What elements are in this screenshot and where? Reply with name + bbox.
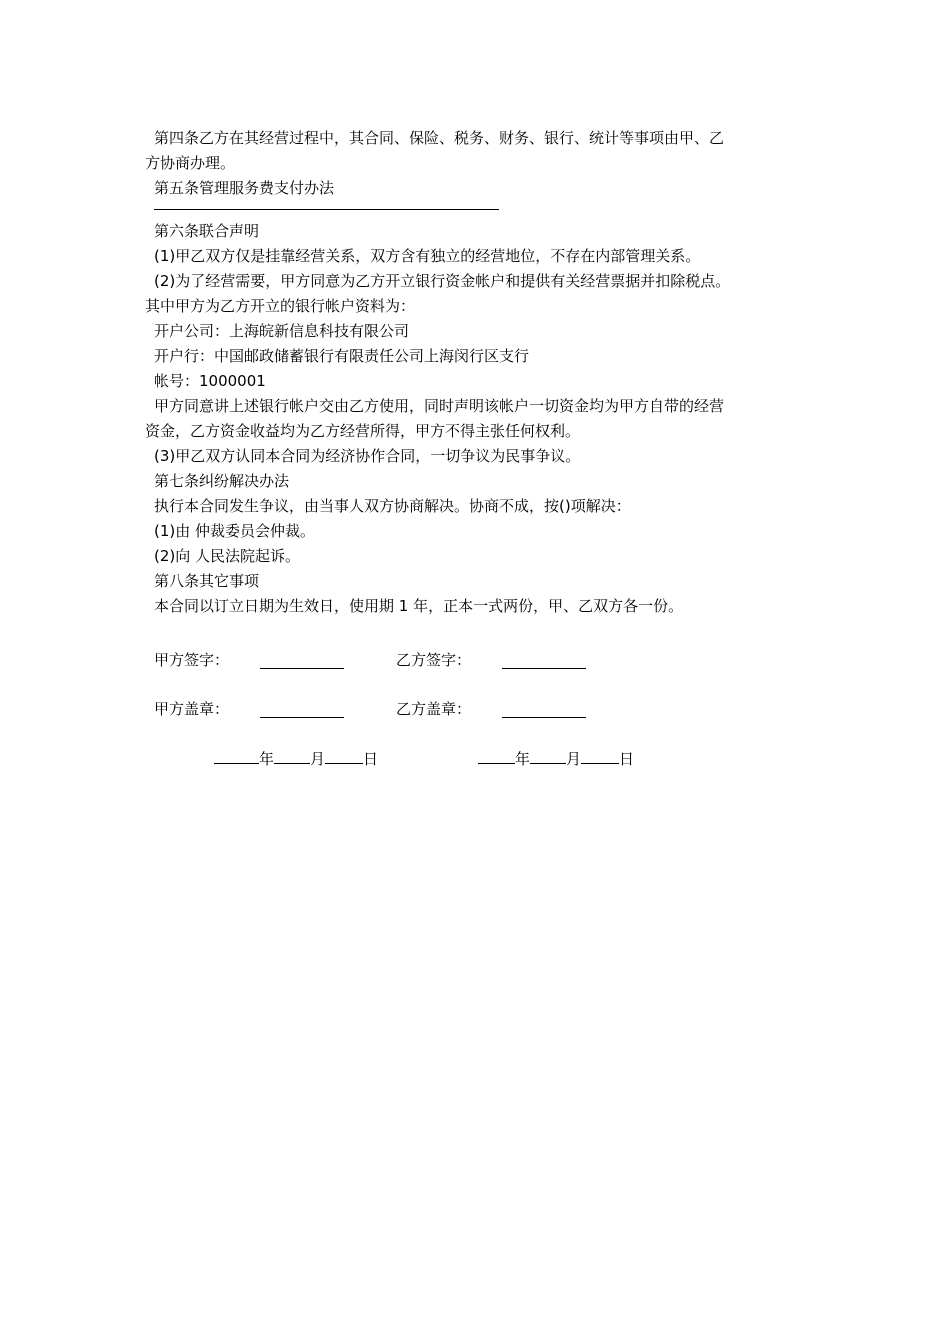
account-bank: 开户行：中国邮政储蓄银行有限责任公司上海闵行区支行 bbox=[154, 347, 530, 365]
account-company: 开户公司：上海皖新信息科技有限公司 bbox=[154, 322, 410, 340]
article4-line2: 方协商办理。 bbox=[145, 154, 236, 172]
year-label: 年 bbox=[515, 750, 531, 768]
year-blank bbox=[214, 747, 259, 764]
party-b-seal-label: 乙方盖章： bbox=[396, 700, 472, 718]
article4-line1: 第四条乙方在其经营过程中，其合同、保险、税务、财务、银行、统计等事项由甲、乙 bbox=[154, 129, 725, 147]
day-blank bbox=[325, 747, 363, 764]
article6-title: 第六条联合声明 bbox=[154, 222, 260, 240]
statement-line1: 甲方同意讲上述银行帐户交由乙方使用，同时声明该帐户一切资金均为甲方自带的经营 bbox=[154, 397, 725, 415]
day-label: 日 bbox=[619, 750, 635, 768]
year-label: 年 bbox=[259, 750, 275, 768]
article8-text: 本合同以订立日期为生效日，使用期 1 年，正本一式两份，甲、乙双方各一份。 bbox=[154, 597, 684, 615]
article7-option1: (1)由 仲裁委员会仲裁。 bbox=[154, 522, 316, 540]
contract-body bbox=[145, 126, 810, 619]
party-a-date bbox=[214, 747, 378, 770]
party-b-sign-label: 乙方签字： bbox=[396, 651, 472, 669]
article5-title: 第五条管理服务费支付办法 bbox=[154, 179, 335, 197]
article6-item2-line1: (2)为了经营需要，甲方同意为乙方开立银行资金帐户和提供有关经营票据并扣除税点。 bbox=[154, 272, 731, 290]
party-a-sign-blank bbox=[260, 668, 344, 669]
day-blank bbox=[581, 747, 619, 764]
month-blank bbox=[530, 747, 566, 764]
party-b-date bbox=[478, 747, 634, 770]
article7-option2: (2)向 人民法院起诉。 bbox=[154, 547, 301, 565]
article6-item1: (1)甲乙双方仅是挂靠经营关系，双方含有独立的经营地位，不存在内部管理关系。 bbox=[154, 247, 701, 265]
party-a-seal-label: 甲方盖章： bbox=[154, 700, 230, 718]
fill-in-line bbox=[154, 209, 499, 210]
month-label: 月 bbox=[566, 750, 582, 768]
article8-title: 第八条其它事项 bbox=[154, 572, 260, 590]
article6-item3: (3)甲乙双方认同本合同为经济协作合同，一切争议为民事争议。 bbox=[154, 447, 581, 465]
party-b-sign-blank bbox=[502, 668, 586, 669]
party-a-seal-blank bbox=[260, 717, 344, 718]
seal-row bbox=[154, 698, 654, 722]
party-a-sign-label: 甲方签字： bbox=[154, 651, 230, 669]
article7-title: 第七条纠纷解决办法 bbox=[154, 472, 290, 490]
statement-line2: 资金，乙方资金收益均为乙方经营所得，甲方不得主张任何权利。 bbox=[145, 422, 581, 440]
signature-row bbox=[154, 649, 654, 673]
year-blank bbox=[478, 747, 515, 764]
month-blank bbox=[274, 747, 310, 764]
party-b-seal-blank bbox=[502, 717, 586, 718]
month-label: 月 bbox=[310, 750, 326, 768]
article7-intro: 执行本合同发生争议，由当事人双方协商解决。协商不成，按()项解决： bbox=[154, 497, 631, 515]
article6-item2-line2: 其中甲方为乙方开立的银行帐户资料为： bbox=[145, 297, 416, 315]
account-number: 帐号：1000001 bbox=[154, 372, 266, 390]
day-label: 日 bbox=[363, 750, 379, 768]
